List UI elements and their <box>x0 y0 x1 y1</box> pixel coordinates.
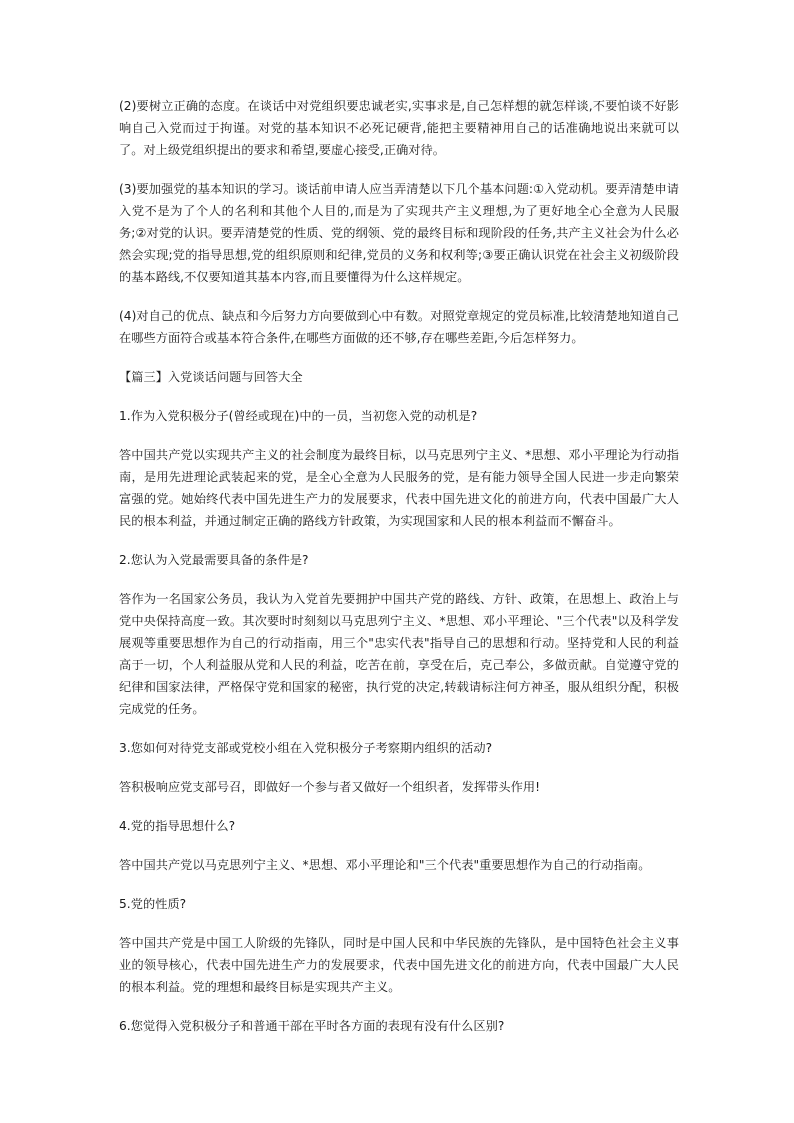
section-heading: 【篇三】入党谈话问题与回答大全 <box>119 370 303 384</box>
answer-2: 答作为一名国家公务员，我认为入党首先要拥护中国共产党的路线、方针、政策，在思想上、政治上与党中央保持高度一致。其次要时时刻刻以马克思列宁主义、*思想、邓小平理论、"三个代表"以及科学发展观等重要思想作为自己的行动指南，用三个"忠实代表"指导自己的思想和行动。坚持党和人民的利益高于一切，个人利益服从党和人民的利益，吃苦在前，享受在后，克己奉公，多做贡献。自觉遵守党的纪律和国家法律，严格保守党和国家的秘密，执行党的决定,转载请标注何方神圣，服从组织分配，积极完成党的任务。 <box>119 592 679 716</box>
question-3: 3.您如何对待党支部或党校小组在入党积极分子考察期内组织的活动? <box>119 741 493 755</box>
paragraph-basic-knowledge: (3)要加强党的基本知识的学习。谈话前申请人应当弄清楚以下几个基本问题:①入党动机。要弄清楚申请入党不是为了个人的名利和其他个人目的,而是为了实现共产主义理想,为了更好地全心全意为人民服务;②对党的认识。要弄清楚党的性质、党的纲领、党的最终目标和现阶段的任务,共产主义社会为什么必然会实现;党的指导思想,党的组织原则和纪律,党员的义务和权利等;③要正确认识党在社会主义初级阶段的基本路线,不仅要知道其基本内容,而且要懂得为什么这样规定。 <box>119 182 679 284</box>
question-1: 1.作为入党积极分子(曾经或现在)中的一员，当初您入党的动机是? <box>119 409 478 423</box>
paragraph-self-assessment: (4)对自己的优点、缺点和今后努力方向要做到心中有数。对照党章规定的党员标准,比较清楚地知道自己在哪些方面符合或基本符合条件,在哪些方面做的还不够,存在哪些差距,今后怎样努力。 <box>119 309 679 345</box>
question-4: 4.党的指导思想什么? <box>119 819 236 833</box>
document-page <box>119 95 679 1054</box>
answer-3: 答积极响应党支部号召，即做好一个参与者又做好一个组织者，发挥带头作用! <box>119 780 541 794</box>
question-5: 5.党的性质? <box>119 897 187 911</box>
answer-5: 答中国共产党是中国工人阶级的先锋队，同时是中国人民和中华民族的先锋队，是中国特色社会主义事业的领导核心，代表中国先进生产力的发展要求，代表中国先进文化的前进方向，代表中国最广大人民的根本利益。党的理想和最终目标是实现共产主义。 <box>119 936 679 994</box>
question-6: 6.您觉得入党积极分子和普通干部在平时各方面的表现有没有什么区别? <box>119 1019 505 1033</box>
paragraph-attitude: (2)要树立正确的态度。在谈话中对党组织要忠诚老实,实事求是,自己怎样想的就怎样谈,不要怕谈不好影响自己入党而过于拘谨。对党的基本知识不必死记硬背,能把主要精神用自己的话准确地说出来就可以了。对上级党组织提出的要求和希望,要虚心接受,正确对待。 <box>119 99 679 157</box>
question-2: 2.您认为入党最需要具备的条件是? <box>119 553 309 567</box>
answer-1: 答中国共产党以实现共产主义的社会制度为最终目标，以马克思列宁主义、*思想、邓小平理论为行动指南，是用先进理论武装起来的党，是全心全意为人民服务的党，是有能力领导全国人民进一步走向繁荣富强的党。她始终代表中国先进生产力的发展要求，代表中国先进文化的前进方向，代表中国最广大人民的根本利益，并通过制定正确的路线方针政策，为实现国家和人民的根本利益而不懈奋斗。 <box>119 448 679 528</box>
answer-4: 答中国共产党以马克思列宁主义、*思想、邓小平理论和"三个代表"重要思想作为自己的行动指南。 <box>119 858 651 872</box>
